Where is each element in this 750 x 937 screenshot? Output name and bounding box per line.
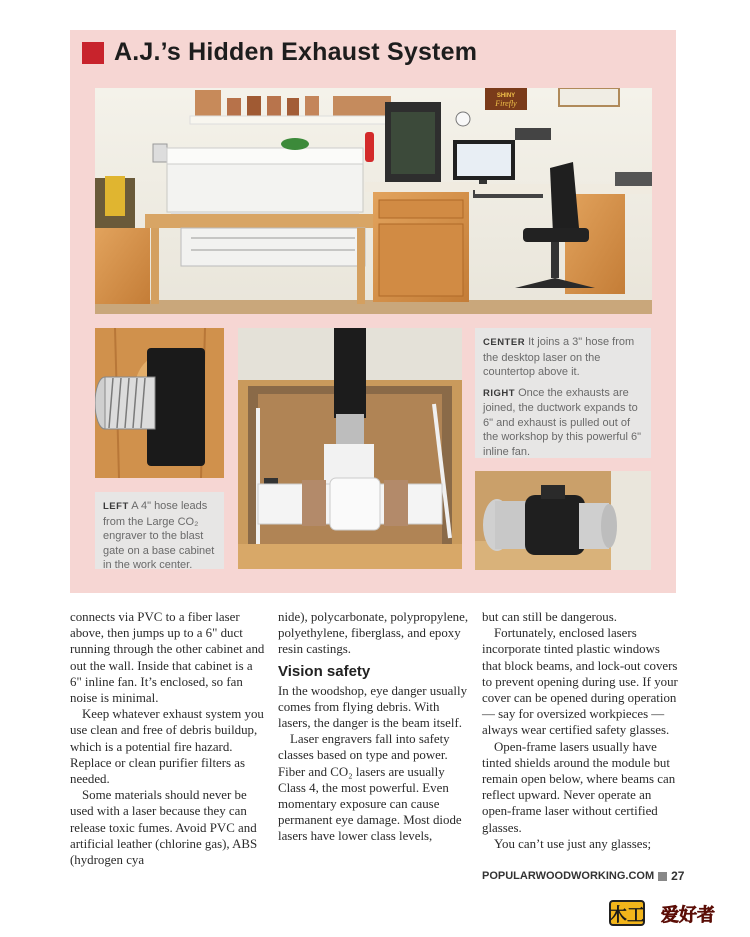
col1-paragraph: Some materials should never be used with a laser because they can release toxic fumes. Avoid PVC and artificial leather (chlorine gas), ABS (hydrogen cya [70,788,258,868]
page-number: 27 [671,869,685,883]
caption-left [95,492,224,569]
caption-right-label: RIGHT [483,387,516,399]
left-photo-hose [95,328,224,478]
col1-paragraph: connects via PVC to a fiber laser above, then jumps up to a 6" duct running through the other cabinet and out the wall. Inside that cabinet is a 6" inline fan. It’s enclosed, so fan noise is minimal. [70,610,265,706]
caption-center-label: CENTER [483,337,526,348]
article-column-2 [278,609,474,845]
caption-center-text: It joins a 3" hose from the desktop laser on the countertop above it. [483,336,635,378]
col1-paragraph: Keep whatever exhaust system you use clean and free of debris buildup, which is a potential fire hazard. Replace or clean purifier filters as needed. [70,707,264,787]
article-column-1 [70,609,266,868]
col3-paragraph: Open-frame lasers usually have tinted shields around the module but remain open below, where beams can reflect upward. Never operate an open-frame laser without certified glasses. [482,739,676,835]
col2-paragraph: Laser engravers fall into safety classes based on type and power. Fiber and CO₂ lasers are usually Class 4, the most powerful. Even momentary exposure can cause permanent eye damage. Most diode lasers have lower class levels, [278,732,462,844]
footer-square-icon [658,872,667,881]
page-footer [482,869,684,883]
photo-sign-text: SHINY [496,93,516,99]
sidebar-header [82,38,477,67]
svg-text:爱好者: 爱好者 [661,905,715,926]
col3-paragraph: You can’t use just any glasses; [494,836,652,851]
caption-center [483,335,643,380]
col2-paragraph: In the woodshop, eye danger usually comes from flying debris. With lasers, the danger is the beam itself. [278,683,468,731]
caption-right-text: Once the exhausts are joined, the ductwork expands to 6" and exhaust is pulled out of the workshop by this powerful 6" inline fan. [483,386,641,458]
article-column-3 [482,609,678,852]
right-photo-inline-fan [475,471,651,570]
caption-right [483,386,643,460]
title-marker-square [82,42,104,64]
svg-text:木工: 木工 [609,905,645,926]
svg-text:Firefly: Firefly [495,99,517,108]
caption-left-label: LEFT [103,501,129,512]
section-heading-vision-safety: Vision safety [278,662,371,680]
footer-site-url: POPULARWOODWORKING.COM [482,870,655,882]
col3-paragraph: Fortunately, enclosed lasers incorporate tinted plastic windows that block beams, and lock-out covers to prevent opening during use. If your cover can be opened during operation — say for oversized workpieces — always wear certified safety glasses. [482,626,678,738]
caption-left-text: A 4" hose leads from the Large CO₂ engraver to the blast gate on a base cabinet in the work center. [103,500,215,571]
sidebar-title: A.J.’s Hidden Exhaust System [114,38,478,66]
main-photo-workshop [95,88,652,314]
caption-center-right [475,328,651,458]
watermark-logo [608,898,732,928]
col3-paragraph: but can still be dangerous. [482,610,617,624]
center-photo-pvc-junction [238,328,462,569]
col2-intro-paragraph: nide), polycarbonate, polypropylene, polyethylene, fiberglass, and epoxy resin castings. [278,610,469,657]
